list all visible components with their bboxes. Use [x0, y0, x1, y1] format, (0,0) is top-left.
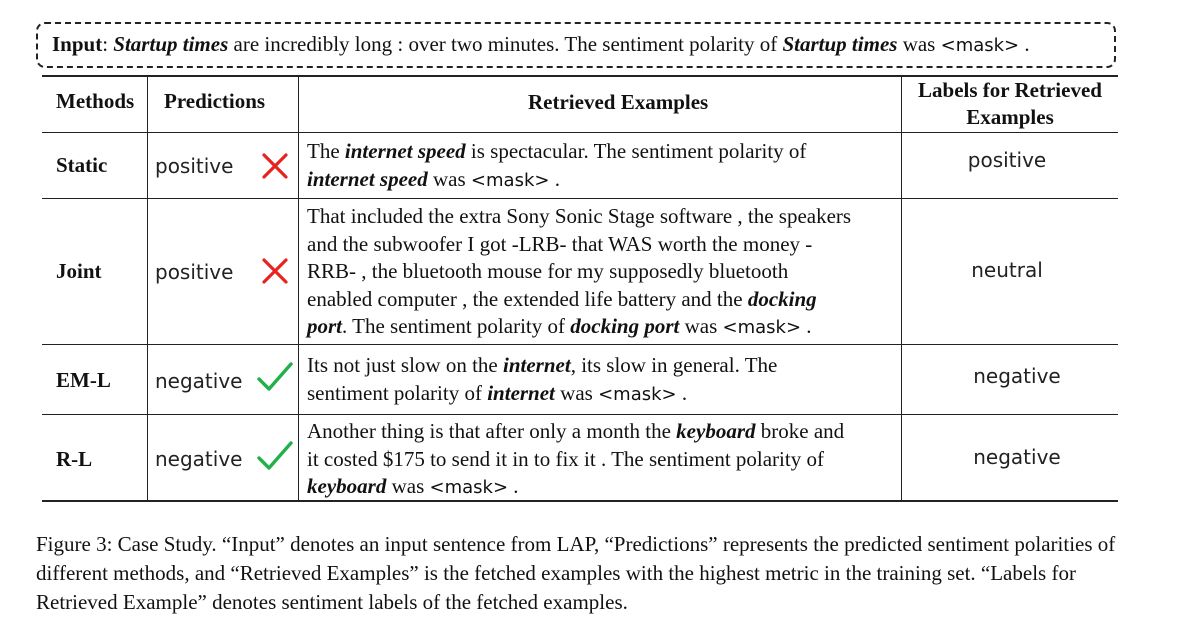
- mask-token: <mask>: [598, 383, 677, 405]
- aspect-term: port: [307, 314, 343, 338]
- aspect-term: internet speed: [344, 139, 466, 163]
- label-em-l: negative: [973, 364, 1061, 388]
- check-mark-icon: [256, 360, 294, 394]
- input-sentence: Input: Startup times are incredibly long : over two minutes. The sentiment polarity of Startup times was <mask> .: [52, 32, 1030, 56]
- x-mark-icon: [260, 151, 290, 181]
- retrieved-example-joint: That included the extra Sony Sonic Stage software , the speakers and the subwoofer I got -LRB- that WAS worth the money - RRB- , the bluetooth mouse for my supposedly bluetooth enabled computer , the extended life battery and the docking port. The sentiment polarity of docking port was <mask> .: [307, 204, 852, 338]
- table-row-rule: [42, 414, 1118, 415]
- aspect-term: internet: [503, 353, 571, 377]
- check-mark-stroke: [259, 364, 291, 389]
- header-labels: Labels for Retrieved Examples: [918, 78, 1102, 129]
- retrieved-example-em-l: Its not just slow on the internet, its slow in general. The sentiment polarity of internet was <mask> .: [307, 353, 778, 405]
- check-mark-icon: [256, 439, 294, 473]
- prediction-r-l: negative: [155, 447, 243, 471]
- retrieved-example-r-l: Another thing is that after only a month the keyboard broke and it costed $175 to send it in to fix it . The sentiment polarity of keyboard was <mask> .: [307, 419, 845, 498]
- aspect-term: internet: [487, 380, 555, 405]
- input-aspect: Startup times: [113, 32, 229, 56]
- column-divider: [147, 77, 148, 500]
- input-label: Input: [52, 32, 103, 56]
- mask-token: <mask>: [722, 317, 802, 338]
- x-mark-stroke: [264, 155, 286, 177]
- header-retrieved-examples: Retrieved Examples: [528, 90, 709, 114]
- mask-token: <mask>: [470, 169, 550, 191]
- prediction-static: positive: [155, 154, 234, 178]
- aspect-term: docking port: [570, 314, 680, 338]
- check-mark-stroke: [259, 443, 291, 468]
- table-header-rule: [42, 132, 1118, 133]
- column-divider: [901, 77, 902, 500]
- method-static: Static: [56, 153, 108, 177]
- label-r-l: negative: [973, 445, 1061, 469]
- header-predictions: Predictions: [164, 89, 266, 113]
- column-divider: [298, 77, 299, 500]
- prediction-em-l: negative: [155, 369, 243, 393]
- table-row-rule: [42, 344, 1118, 345]
- label-joint: neutral: [971, 258, 1043, 282]
- aspect-term: keyboard: [307, 474, 387, 498]
- mask-token: <mask>: [429, 477, 509, 498]
- aspect-term: internet speed: [307, 166, 428, 191]
- prediction-joint: positive: [155, 260, 234, 284]
- label-static: positive: [967, 148, 1047, 172]
- retrieved-example-static: The internet speed is spectacular. The sentiment polarity of internet speed was <mask> .: [307, 139, 807, 191]
- mask-token: <mask>: [940, 35, 1020, 56]
- header-methods: Methods: [56, 89, 135, 113]
- method-joint: Joint: [56, 259, 102, 283]
- aspect-term: keyboard: [676, 419, 756, 443]
- x-mark-stroke: [264, 260, 286, 282]
- table-row-rule: [42, 198, 1118, 199]
- x-mark-icon: [260, 256, 290, 286]
- aspect-term: docking: [747, 286, 817, 311]
- method-em-l: EM-L: [56, 368, 111, 392]
- figure-caption: Figure 3: Case Study. “Input” denotes an input sentence from LAP, “Predictions” represents the predicted sentiment polarities of different methods, and “Retrieved Examples” is the fetched examples with the highest metric in the training set. “Labels for Retrieved Example” denotes sentiment labels of the fetched examples.: [36, 532, 1116, 614]
- method-r-l: R-L: [56, 447, 93, 471]
